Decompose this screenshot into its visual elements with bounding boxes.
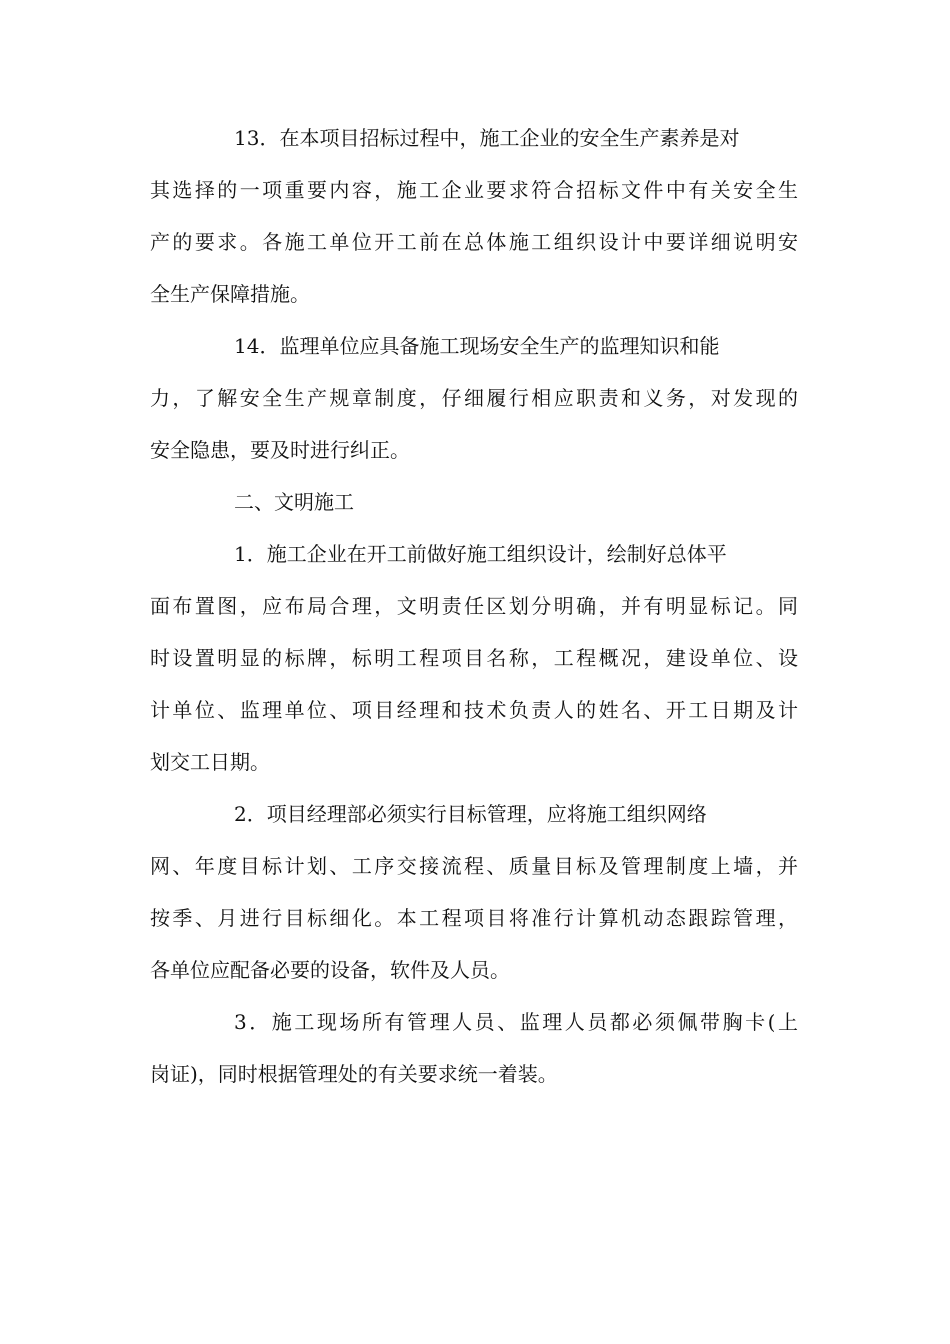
text-line: 力，了解安全生产规章制度，仔细履行相应职责和义务，对发现的 — [150, 386, 798, 410]
paragraph-item-3 — [150, 996, 798, 1100]
text-line: 3．施工现场所有管理人员、监理人员都必须佩带胸卡(上 — [234, 1010, 798, 1034]
text-line: 全生产保障措施。 — [150, 282, 310, 306]
text-line: 岗证)，同时根据管理处的有关要求统一着装。 — [150, 1062, 558, 1086]
text-line: 面布置图，应布局合理，文明责任区划分明确，并有明显标记。同 — [150, 594, 798, 618]
text-line: 13．在本项目招标过程中，施工企业的安全生产素养是对 — [234, 126, 740, 150]
text-line: 1．施工企业在开工前做好施工组织设计，绘制好总体平 — [234, 542, 727, 566]
paragraph-item-13 — [150, 112, 798, 320]
paragraph-item-14 — [150, 320, 798, 476]
text-line: 安全隐患，要及时进行纠正。 — [150, 438, 410, 462]
section-heading-civilized-construction — [150, 476, 798, 528]
section-heading: 二、文明施工 — [234, 490, 354, 514]
text-line: 按季、月进行目标细化。本工程项目将准行计算机动态跟踪管理， — [150, 906, 798, 930]
text-line: 网、年度目标计划、工序交接流程、质量目标及管理制度上墙，并 — [150, 854, 798, 878]
text-line: 计单位、监理单位、项目经理和技术负责人的姓名、开工日期及计 — [150, 698, 798, 722]
paragraph-item-1 — [150, 528, 798, 788]
paragraph-item-2 — [150, 788, 798, 996]
text-line: 时设置明显的标牌，标明工程项目名称，工程概况，建设单位、设 — [150, 646, 798, 670]
text-line: 2．项目经理部必须实行目标管理，应将施工组织网络 — [234, 802, 707, 826]
text-line: 产的要求。各施工单位开工前在总体施工组织设计中要详细说明安 — [150, 230, 798, 254]
document-body — [150, 112, 798, 1100]
text-line: 各单位应配备必要的设备，软件及人员。 — [150, 958, 510, 982]
text-line: 划交工日期。 — [150, 750, 270, 774]
text-line: 其选择的一项重要内容，施工企业要求符合招标文件中有关安全生 — [150, 178, 798, 202]
text-line: 14．监理单位应具备施工现场安全生产的监理知识和能 — [234, 334, 720, 358]
